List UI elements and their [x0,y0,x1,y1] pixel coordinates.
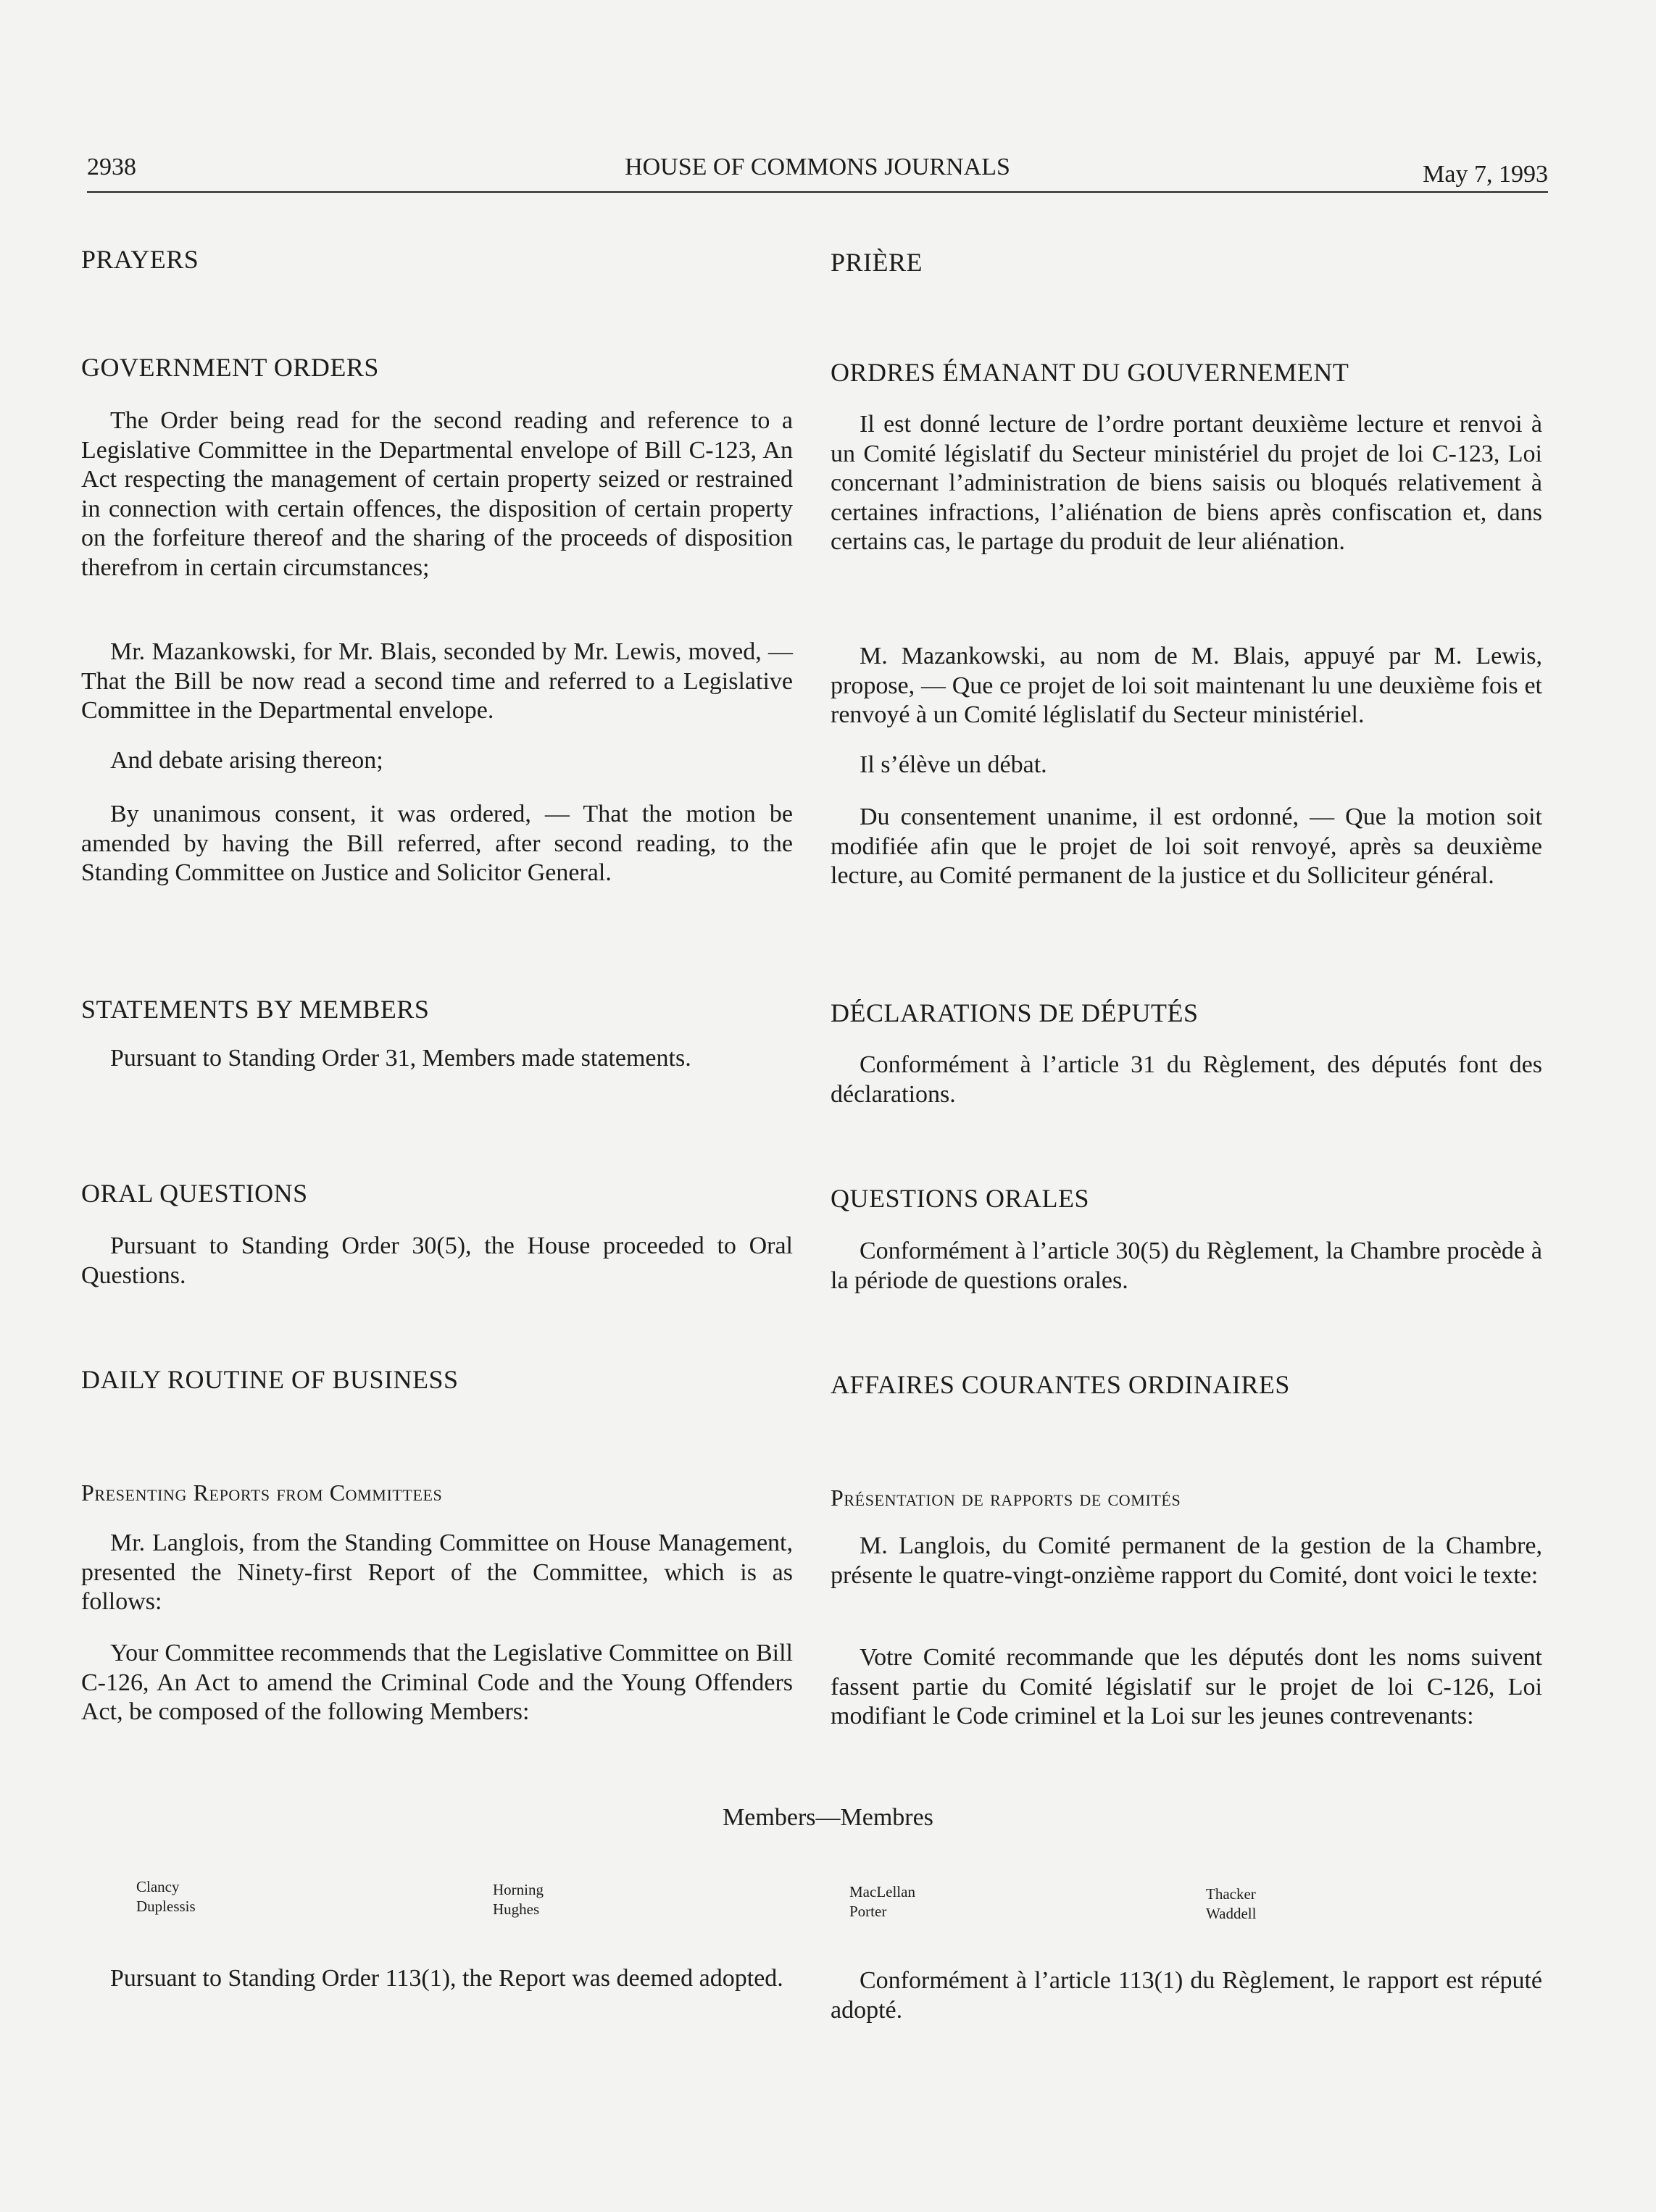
presentation-rapports-subheading: Présentation de rapports de comités [831,1485,1181,1511]
statements-heading: STATEMENTS BY MEMBERS [81,995,430,1024]
affaires-courantes-heading: AFFAIRES COURANTES ORDINAIRES [831,1370,1290,1399]
rapport-paragraph: Votre Comité recommande que les députés dont les noms suivent fassent partie du Comité législatif sur le projet de loi C-126, Loi modifiant le Code criminel et la Loi sur les jeunes contrevenants: [831,1644,1542,1729]
government-orders-paragraph: And debate arising thereon; [110,747,383,774]
member-name: Thacker [1206,1885,1256,1903]
rapport-adopte-text: Conformément à l’article 113(1) du Règlement, le rapport est réputé adopté. [831,1967,1542,2024]
prayers-heading: PRAYERS [81,245,199,274]
ordres-gouvernement-paragraph: Il est donné lecture de l’ordre portant deuxième lecture et renvoi à un Comité législatif du Secteur ministériel du projet de loi C-123, Loi concernant l’administration de biens saisis ou bloqués relativement à certaines infractions, l’aliénation de biens après confiscation et, dans certains cas, le partage du produit de leur aliénation. [831,411,1542,555]
declarations-heading: DÉCLARATIONS DE DÉPUTÉS [831,998,1199,1027]
ordres-gouvernement-paragraph: M. Mazankowski, au nom de M. Blais, appuyé par M. Lewis, propose, — Que ce projet de loi soit maintenant lu une deuxième fois et renvoyé à un Comité léglislatif du Secteur ministériel. [831,643,1542,728]
member-list-column [136,1877,196,1916]
priere-heading: PRIÈRE [831,248,923,277]
oral-questions-heading: ORAL QUESTIONS [81,1179,308,1208]
ordres-gouvernement-paragraph: Du consentement unanime, il est ordonné, — Que la motion soit modifiée afin que le projet de loi soit renvoyé, après sa deuxième lecture, au Comité permanent de la justice et du Solliciteur général. [831,804,1542,889]
member-list-column [1206,1885,1256,1924]
questions-orales-heading: QUESTIONS ORALES [831,1184,1090,1213]
ordres-gouvernement-paragraph: Il s’élève un débat. [860,751,1047,778]
government-orders-paragraph: Mr. Mazankowski, for Mr. Blais, seconded by Mr. Lewis, moved, — That the Bill be now read a second time and referred to a Legislative Committee in the Departmental envelope. [81,638,793,724]
member-list-column [493,1880,544,1919]
members-title: Members—Membres [723,1804,933,1831]
member-name: Duplessis [136,1898,196,1915]
government-orders-heading: GOVERNMENT ORDERS [81,353,379,382]
page-number: 2938 [87,154,136,180]
declarations-text: Conformément à l’article 31 du Règlement, des députés font des déclarations. [831,1051,1542,1108]
report-adopted-text: Pursuant to Standing Order 113(1), the Report was deemed adopted. [110,1965,783,1992]
report-paragraph: Mr. Langlois, from the Standing Committee on House Management, presented the Ninety-first Report of the Committee, which is as follows: [81,1529,793,1615]
government-orders-paragraph: By unanimous consent, it was ordered, — That the motion be amended by having the Bill referred, after second reading, to the Standing Committee on Justice and Solicitor General. [81,801,793,886]
questions-orales-text: Conformément à l’article 30(5) du Règlement, la Chambre procède à la période de questions orales. [831,1238,1542,1294]
ordres-gouvernement-heading: ORDRES ÉMANANT DU GOUVERNEMENT [831,358,1349,387]
rapport-paragraph: M. Langlois, du Comité permanent de la gestion de la Chambre, présente le quatre-vingt-onzième rapport du Comité, dont voici le texte: [831,1532,1542,1589]
journal-date: May 7, 1993 [1423,161,1548,188]
presenting-reports-subheading: Presenting Reports from Committees [81,1479,443,1506]
government-orders-paragraph: The Order being read for the second reading and reference to a Legislative Committee in the Departmental envelope of Bill C-123, An Act respecting the management of certain property seized or restrained in connection with certain offences, the disposition of certain property on the forfeiture thereof and the sharing of the proceeds of disposition therefrom in certain circumstances; [81,407,793,581]
report-paragraph: Your Committee recommends that the Legislative Committee on Bill C-126, An Act to amend the Criminal Code and the Young Offenders Act, be composed of the following Members: [81,1640,793,1725]
member-name: Horning [493,1881,544,1898]
member-name: MacLellan [849,1883,915,1900]
statements-text: Pursuant to Standing Order 31, Members made statements. [110,1045,691,1072]
member-name: Porter [849,1903,887,1920]
member-name: Waddell [1206,1905,1257,1922]
member-name: Clancy [136,1878,180,1895]
member-name: Hughes [493,1900,540,1918]
daily-routine-heading: DAILY ROUTINE OF BUSINESS [81,1365,459,1394]
member-list-column [849,1882,915,1921]
journal-title: HOUSE OF COMMONS JOURNALS [625,154,1010,180]
page-header [87,151,1548,193]
oral-questions-text: Pursuant to Standing Order 30(5), the House proceeded to Oral Questions. [81,1232,793,1289]
